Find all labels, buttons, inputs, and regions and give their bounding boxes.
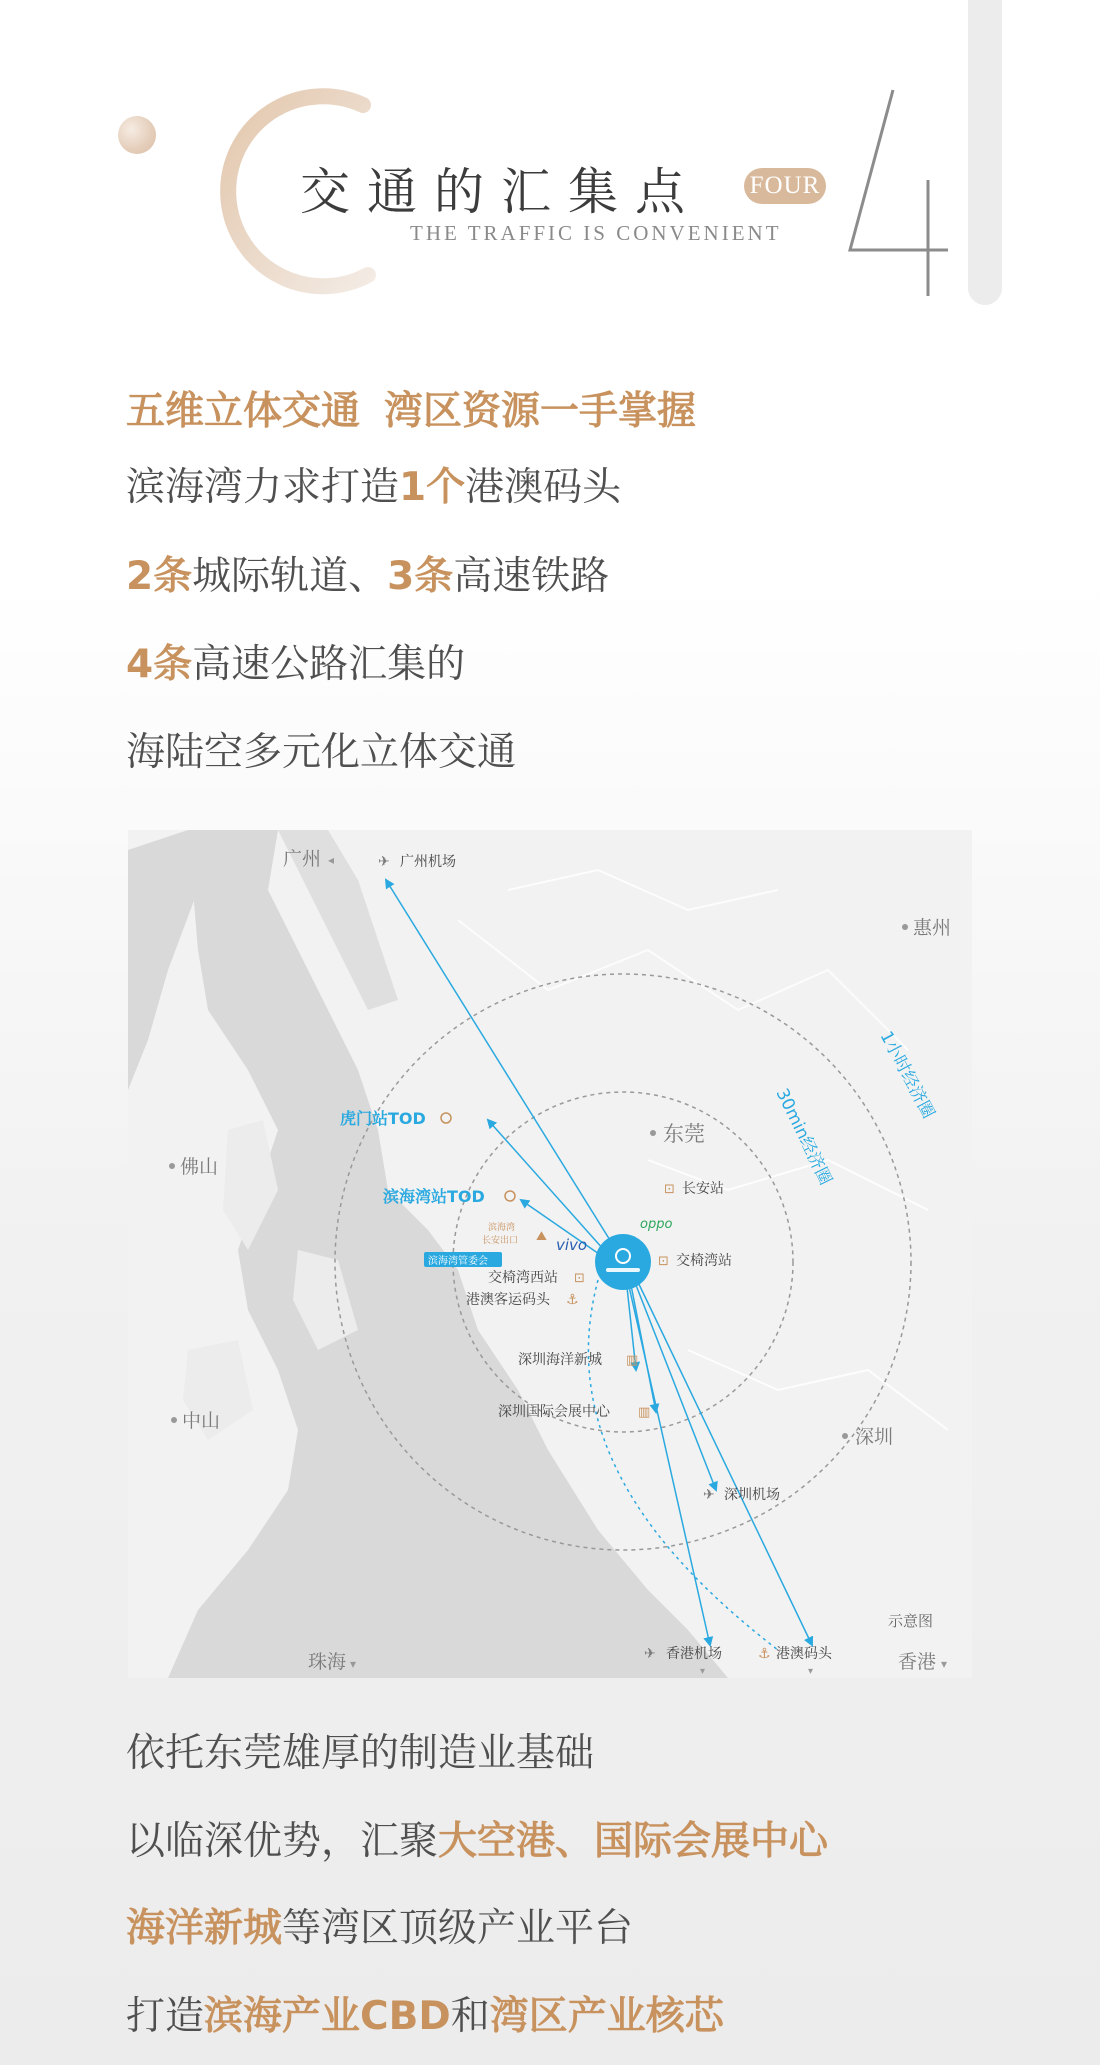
highlight: 2条: [126, 554, 193, 599]
plane-icon: ✈: [378, 854, 390, 870]
building-icon: ▥: [626, 1353, 639, 1368]
map-note: 示意图: [888, 1612, 934, 1630]
highlight: 滨海产业CBD: [204, 1994, 451, 2039]
text: 高速铁路: [453, 554, 610, 599]
intro-line-2: [126, 545, 609, 601]
text: 和: [450, 1994, 490, 2039]
city-shenzhen: 深圳: [855, 1426, 894, 1448]
city-dot: [650, 1130, 656, 1136]
brand-oppo: oppo: [640, 1217, 673, 1232]
place-expo: 深圳国际会展中心: [498, 1404, 610, 1420]
station-icon: ⊡: [664, 1182, 675, 1197]
arrow-down-icon: ▾: [350, 1657, 357, 1671]
intro-line-4: 海陆空多元化立体交通: [126, 730, 517, 775]
place-hk-macau-pier: 港澳客运码头: [466, 1292, 550, 1308]
district-borders: [458, 870, 948, 1430]
highlight: 大空港、国际会展中心: [438, 1819, 829, 1864]
place-exit-1: 滨海湾: [488, 1223, 516, 1233]
station-icon: [441, 1113, 451, 1123]
arrow-left-icon: ◂: [328, 853, 335, 867]
section-title: 交通的汇集点: [300, 163, 702, 221]
city-dot: [842, 1433, 848, 1439]
traffic-map: [128, 830, 972, 1678]
place-gov: 滨海湾管委会: [428, 1256, 488, 1267]
anchor-icon: ⚓: [566, 1292, 579, 1308]
route-hk-pier: [636, 1278, 812, 1645]
place-binhaiwan-station: 滨海湾站TOD: [383, 1187, 485, 1206]
city-dot: [171, 1417, 177, 1423]
highlight: 4条: [126, 642, 193, 687]
city-foshan: 佛山: [180, 1156, 219, 1178]
highlight: 海洋新城: [126, 1906, 283, 1951]
city-huizhou: 惠州: [913, 917, 952, 939]
city-zhuhai: 珠海: [308, 1651, 347, 1673]
arrow-down-icon: ▾: [700, 1666, 706, 1677]
outro-line-2: [126, 1810, 828, 1866]
city-zhongshan: 中山: [182, 1410, 221, 1432]
place-ocean-city: 深圳海洋新城: [518, 1352, 602, 1368]
text: 打造: [126, 1994, 205, 2039]
intro-line-1: [126, 456, 621, 512]
section-number-four-icon: [838, 60, 958, 300]
place-humen: 虎门站TOD: [340, 1109, 426, 1128]
place-hk-airport: 香港机场: [666, 1646, 722, 1662]
route-sz-airport: [634, 1280, 716, 1490]
headline-part-b: 湾区资源一手掌握: [384, 389, 697, 434]
plane-icon: ✈: [703, 1487, 715, 1503]
place-gz-airport: 广州机场: [400, 854, 456, 870]
city-dot: [169, 1163, 175, 1169]
station-icon: [505, 1191, 515, 1201]
city-dongguan: 东莞: [663, 1122, 705, 1146]
text: 以临深优势，汇聚: [126, 1819, 439, 1864]
place-hk-pier: 港澳码头: [776, 1646, 832, 1662]
highlight: 1个: [399, 465, 466, 510]
text: 港澳码头: [465, 465, 622, 510]
place-sz-airport: 深圳机场: [724, 1487, 780, 1503]
text: 等湾区顶级产业平台: [282, 1906, 634, 1951]
intro-line-3: [126, 633, 465, 689]
outer-ring-label: 1小时经济圈: [875, 1027, 939, 1122]
city-dot: [902, 924, 908, 930]
section-badge: FOUR: [744, 168, 826, 204]
intro-headline: [126, 380, 696, 436]
building-icon: ▥: [638, 1405, 651, 1420]
brand-vivo: vivo: [556, 1236, 588, 1254]
outro-line-4: [126, 1985, 724, 2041]
highlight: 湾区产业核芯: [489, 1994, 724, 2039]
city-guangzhou: 广州: [283, 848, 322, 870]
inner-ring-label: 30min经济圈: [771, 1085, 836, 1189]
arrow-down-icon: ▾: [941, 1657, 948, 1671]
headline-part-a: 五维立体交通: [126, 389, 361, 434]
section-subtitle: THE TRAFFIC IS CONVENIENT: [410, 221, 782, 245]
arrow-down-icon: ▾: [808, 1666, 814, 1677]
text: 城际轨道、: [192, 554, 388, 599]
highlight: 3条: [387, 554, 454, 599]
place-exit-2: 长安出口: [482, 1236, 519, 1246]
plane-icon: ✈: [644, 1646, 656, 1662]
right-edge-bar: [968, 0, 1002, 305]
station-icon: ⊡: [658, 1254, 669, 1269]
binhaiwan-logo: [595, 1234, 651, 1290]
decor-dot: [118, 116, 156, 154]
text: 高速公路汇集的: [192, 642, 466, 687]
city-hongkong: 香港: [898, 1651, 937, 1673]
outro-line-1: 依托东莞雄厚的制造业基础: [126, 1731, 595, 1776]
text: 滨海湾力求打造: [126, 465, 400, 510]
exit-icon: ⛰: [536, 1229, 547, 1244]
place-jiaoyi: 交椅湾站: [676, 1253, 732, 1269]
place-changan: 长安站: [682, 1181, 724, 1197]
outro-line-3: [126, 1897, 633, 1953]
station-icon: ⊡: [574, 1271, 585, 1286]
place-jiaoyi-west: 交椅湾西站: [488, 1270, 558, 1286]
anchor-icon: ⚓: [758, 1646, 771, 1662]
